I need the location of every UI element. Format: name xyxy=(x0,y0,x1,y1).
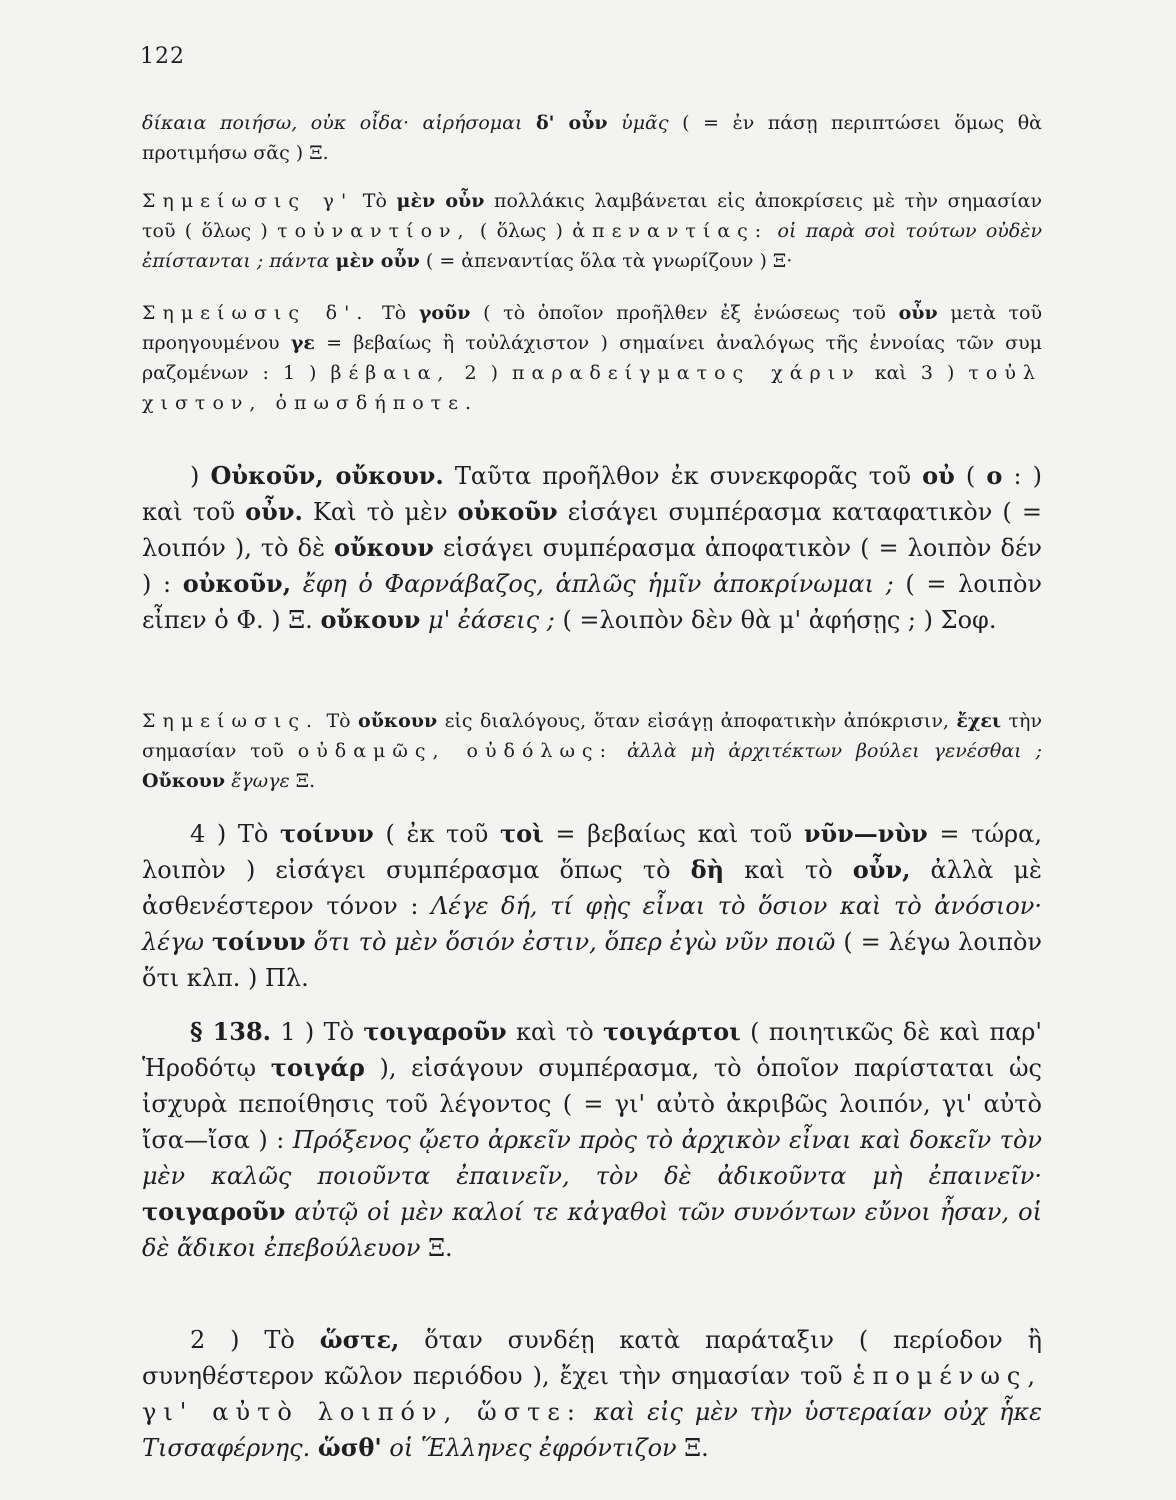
keyword: οὐκοῦν xyxy=(457,497,558,526)
keyword: τοιγάρτοι xyxy=(602,1017,741,1046)
text: ), εἰσάγουν συμπέρασμα, τὸ ὁποῖον παρίσταται ὡς ἰσχυρὰ πεποίθησις τοῦ λέγοντος ( = γι' αὐτὸ ἀκριβῶς λοιπόν, γι' αὐτὸ ἴσα—ἴσα ) : xyxy=(142,1054,1042,1154)
keyword: τοίνυν xyxy=(280,819,374,848)
spaced-term: ἑπομένως, xyxy=(852,1362,1042,1390)
note-heading: Σημείωσις δ'. xyxy=(142,302,370,324)
text: εἰς διαλόγους, ὅταν εἰσάγῃ ἀποφατικὴν ἀπόκρισιν, xyxy=(444,710,949,732)
example: Πρόξενος ᾤετο ἀρκεῖν πρὸς τὸ ἀρχικὸν εἶναι καὶ δοκεῖν τὸν μὲν καλῶς ποιοῦντα ἐπαινεῖν, τὸν δὲ ἀδικοῦντα μὴ ἐπαινεῖν· xyxy=(142,1126,1042,1190)
keyword: τοιγάρ xyxy=(270,1053,365,1082)
text: εἰσάγει συμπέρασμα καταφατικὸν ( = λοιπόν ), τὸ δὲ xyxy=(142,498,1042,562)
text: ἀλλὰ μὲ ἀσθενέστερον τόνον : xyxy=(142,856,1042,920)
text: Τὸ xyxy=(326,710,351,732)
spaced-term: ἀπεναντίας: xyxy=(572,220,769,242)
text: 2 ) Τὸ xyxy=(190,1326,295,1354)
text: 4 ) Τὸ xyxy=(190,820,269,848)
text: εἰσάγει συμπέρασμα ἀποφατικὸν ( = λοιπὸν δέν ) : xyxy=(142,534,1042,598)
keyword: τοιγαροῦν xyxy=(363,1017,507,1046)
note-delta xyxy=(142,298,1042,418)
text: = τώρα, λοιπὸν ) εἰσάγει συμπέρασμα ὅπως τὸ xyxy=(142,820,1042,884)
paragraph-continuation xyxy=(142,108,1042,168)
text: καὶ τὸ xyxy=(744,856,833,884)
keyword: ὥστε, xyxy=(319,1325,400,1354)
text: ὑμᾶς xyxy=(621,112,669,134)
keyword: οὐκοῦν, xyxy=(182,569,292,598)
keyword: τοίνυν xyxy=(211,927,306,956)
keyword: οὖν, xyxy=(852,855,911,884)
section-toinun xyxy=(142,816,1042,996)
example: καὶ εἰς μὲν τὴν ὑστεραίαν οὐχ ἧκε Τισσαφέρνης. xyxy=(142,1398,1042,1462)
note-dialogue xyxy=(142,706,1042,796)
text: καὶ τὸ xyxy=(516,1018,594,1046)
spaced-term: τοὐναντίον, xyxy=(277,220,471,242)
note-heading: Σημείωσις γ' xyxy=(142,190,354,212)
spaced-term: γι' αὐτὸ λοιπόν, ὥστε: xyxy=(142,1398,582,1426)
text: Ξ. xyxy=(428,1234,453,1262)
keyword: μὲν οὖν xyxy=(396,190,485,212)
keyword: οὔκουν xyxy=(334,533,434,562)
note-gamma xyxy=(142,186,1042,276)
keyword: τοιγαροῦν xyxy=(142,1197,286,1226)
example: ἀλλὰ μὴ ἀρχιτέκτων βούλει γενέσθαι ; xyxy=(626,740,1042,762)
example: ὅτι τὸ μὲν ὅσιόν ἐστιν, ὅπερ ἐγὼ νῦν ποιῶ xyxy=(313,928,836,956)
text: πολλάκις λαμβάνεται εἰς ἀποκρίσεις μὲ τὴν σημασίαν τοῦ ( ὅλως ) xyxy=(142,190,1043,242)
text: ( ὅλως ) xyxy=(479,220,563,242)
text: ( τὸ ὁποῖον προῆλθεν ἐξ ἑνώσεως τοῦ xyxy=(483,302,886,324)
keyword: ὥσθ' xyxy=(317,1433,382,1462)
keyword: δὴ xyxy=(690,855,725,884)
text: ( =λοιπὸν δὲν θὰ μ' ἀφήσῃς ; ) Σοφ. xyxy=(562,606,997,634)
spaced-term: παραδείγματος χάριν xyxy=(512,362,861,384)
keyword: ο xyxy=(986,461,1003,490)
example: αὐτῷ οἱ μὲν καλοί τε κἀγαθοὶ τῶν συνόντων εὔνοι ἦσαν, οἱ δὲ ἄδικοι ἐπεβούλευον xyxy=(142,1198,1042,1262)
text: ὅταν συνδέῃ κατὰ παράταξιν ( περίοδον ἢ συνηθέστερον κῶλον περιόδου ), ἔχει τὴν σημασίαν τοῦ xyxy=(142,1326,1042,1390)
text: 2 ) xyxy=(464,362,498,384)
example: οἱ Ἕλληνες ἐφρόντιζον xyxy=(389,1434,677,1462)
keyword: Οὔκουν xyxy=(142,770,226,792)
keyword: οὔκουν xyxy=(358,710,438,732)
text: Καὶ τὸ μὲν xyxy=(312,498,448,526)
text: μετὰ τοῦ προηγουμένου xyxy=(142,302,1043,354)
keyword: οὔκουν xyxy=(320,605,421,634)
keyword: ἔχει xyxy=(956,710,1002,732)
keyword: οὖν. xyxy=(245,497,303,526)
keyword: οὐ xyxy=(922,461,955,490)
keyword: γε xyxy=(290,332,315,354)
example: ἔγωγε xyxy=(231,770,290,792)
text: ( xyxy=(965,462,976,490)
text: = βεβαίως καὶ τοῦ xyxy=(555,820,793,848)
spaced-term: οὐδαμῶς, οὐδόλως: xyxy=(297,740,613,762)
text: δίκαια ποιήσω, οὐκ οἶδα· αἱρήσομαι xyxy=(142,112,523,134)
text: Τὸ xyxy=(362,190,387,212)
text: = βεβαίως ἢ τοὐλάχιστον ) σημαίνει ἀναλόγως τῆς ἐννοίας τῶν συμ ραζομένων : 1 ) xyxy=(142,332,1042,384)
text: Ταῦτα προῆλθον ἐκ συνεκφορᾶς τοῦ xyxy=(454,462,912,490)
note-heading: Σημείωσις. xyxy=(142,710,320,732)
text: ( ποιητικῶς δὲ καὶ παρ' Ἡροδότῳ xyxy=(142,1018,1043,1082)
section-marker: § 138. xyxy=(190,1017,272,1046)
text: Ξ. xyxy=(684,1434,709,1462)
section-138 xyxy=(142,1014,1042,1266)
page-number: 122 xyxy=(140,44,185,69)
section-hoste xyxy=(142,1322,1042,1466)
text: Ξ. xyxy=(295,770,316,792)
keyword: μὲν οὖν xyxy=(335,250,420,272)
spaced-term: βέβαια, xyxy=(330,362,451,384)
text: ( = λέγω λοιπὸν ὅτι κλπ. ) Πλ. xyxy=(142,928,1042,992)
text: ( ἐκ τοῦ xyxy=(385,820,489,848)
example: μ' ἐάσεις ; xyxy=(428,606,555,634)
example: Λέγε δή, τί φῂς εἶναι τὸ ὅσιον καὶ τὸ ἀνόσιον· λέγω xyxy=(142,892,1042,956)
example: ἔφη ὁ Φαρνάβαζος, ἁπλῶς ἡμῖν ἀποκρίνωμαι ; xyxy=(302,570,894,598)
text: : ) καὶ τοῦ xyxy=(142,462,1042,526)
keyword: νῦν—νὺν xyxy=(803,819,928,848)
keyword: Οὐκοῦν, οὔκουν. xyxy=(210,461,444,490)
keyword: δ' οὖν xyxy=(535,112,608,134)
spaced-term: τοὐλ χιστον, ὁπωσδήποτε. xyxy=(142,362,1042,414)
section-oukoun xyxy=(142,458,1042,638)
text: τὴν σημασίαν τοῦ xyxy=(142,710,1042,762)
keyword: τοὶ xyxy=(499,819,544,848)
text: ( = ἀπεναντίας ὅλα τὰ γνωρίζουν ) Ξ· xyxy=(425,250,793,272)
keyword: γοῦν xyxy=(418,302,471,324)
text: ( = ἐν πάσῃ περιπτώσει ὅμως θὰ προτιμήσω σᾶς ) Ξ. xyxy=(142,112,1042,164)
text: 1 ) Τὸ xyxy=(280,1018,355,1046)
text: Τὸ xyxy=(382,302,407,324)
keyword: οὖν xyxy=(898,302,938,324)
text: καὶ 3 ) xyxy=(874,362,955,384)
text: ) xyxy=(190,462,200,490)
text: ( = λοιπὸν εἶπεν ὁ Φ. ) Ξ. xyxy=(142,570,1042,634)
example: οἱ παρὰ σοὶ τούτων οὐδὲν ἐπίστανται ; πάντα xyxy=(142,220,1043,272)
